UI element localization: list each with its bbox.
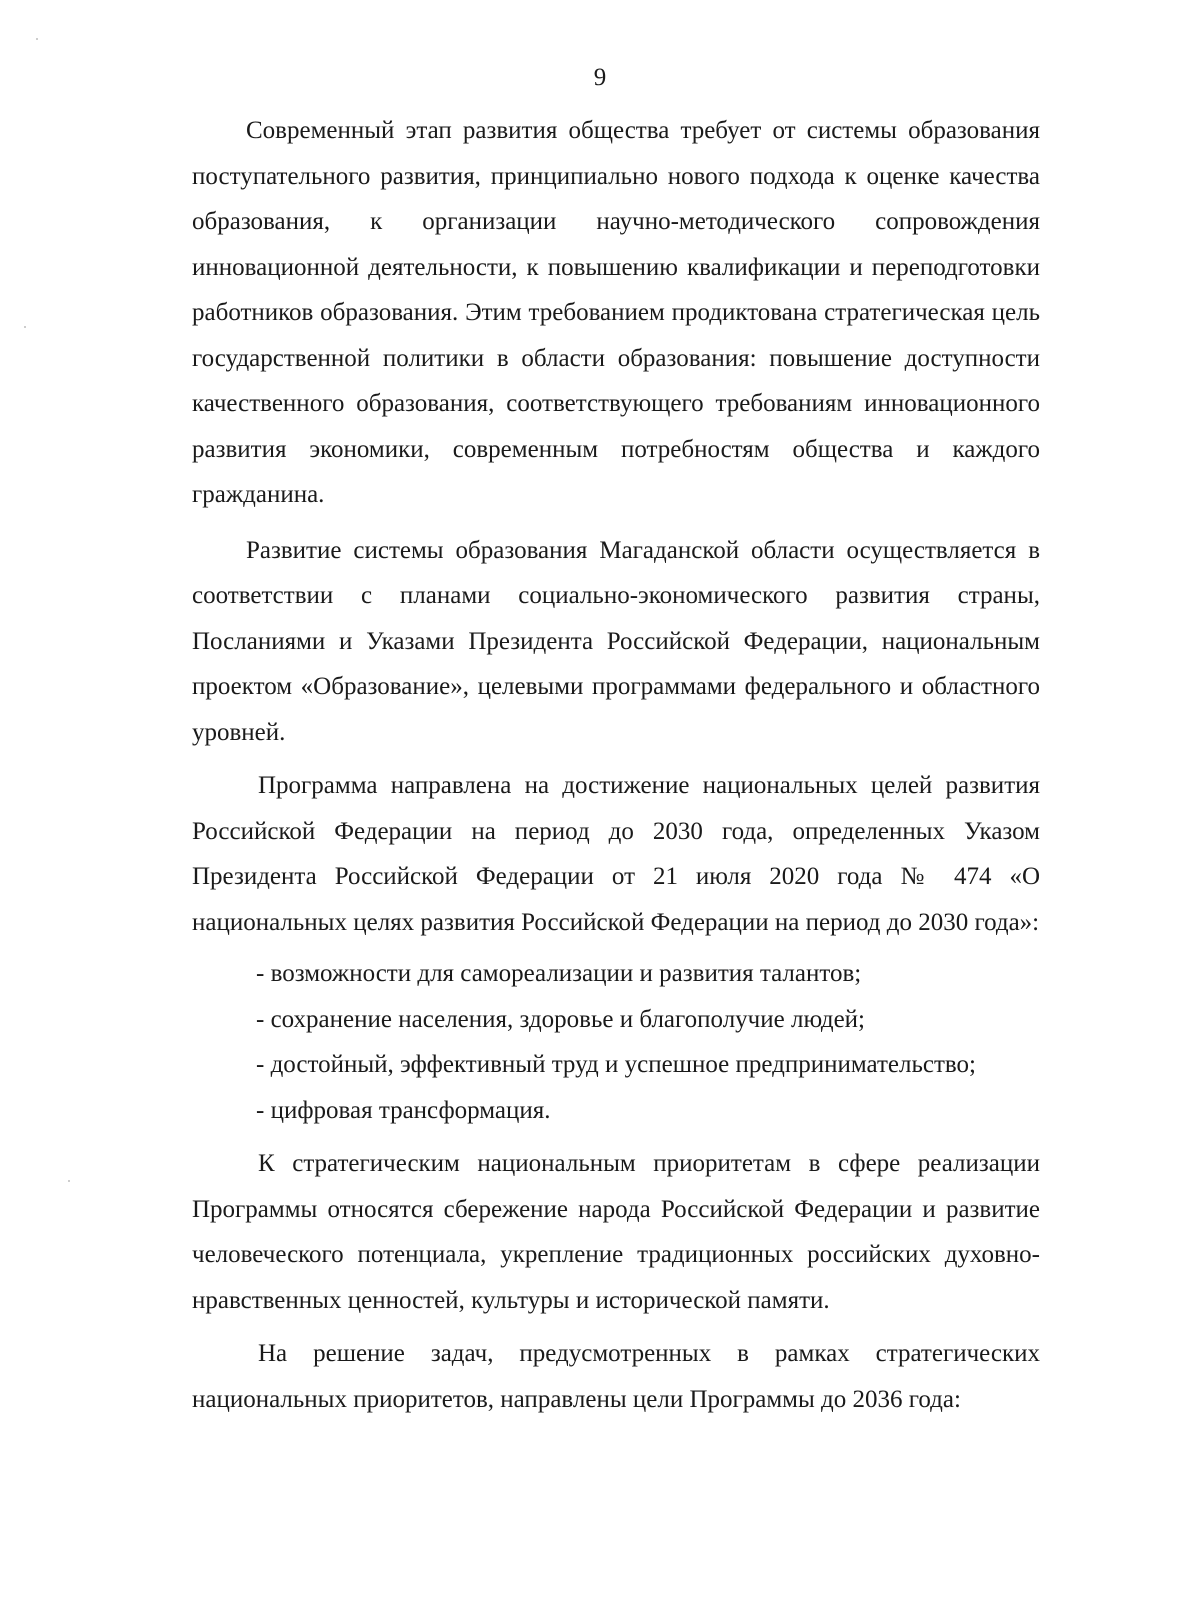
list-item: - цифровая трансформация.	[256, 1096, 551, 1124]
list-item: - сохранение населения, здоровье и благополучие людей;	[256, 1005, 865, 1033]
paragraph-strategic-priorities: К стратегическим национальным приоритетам в сфере реализации Программы относятся сбережение народа Российской Федерации и развитие человеческого потенциала, укрепление традиционных российских духовно-нравственных ценностей, культуры и исторической памяти.	[192, 1150, 1040, 1314]
paragraph-modern-stage: Современный этап развития общества требует от системы образования поступательного развития, принципиально нового подхода к оценке качества образования, к организации научно-методического сопровождения инновационной деятельности, к повышению квалификации и переподготовки работников образования. Этим требованием продиктована стратегическая цель государственной политики в области образования: повышение доступности качественного образования, соответствующего требованиям инновационного развития экономики, современным потребностям общества и каждого гражданина.	[192, 117, 1040, 508]
paragraph-magadan-development: Развитие системы образования Магаданской области осуществляется в соответствии с планами социально-экономического развития страны, Посланиями и Указами Президента Российской Федерации, национальным проектом «Образование», целевыми программами федерального и областного уровней.	[192, 536, 1040, 746]
document-body	[192, 108, 1040, 1422]
list-item: - возможности для самореализации и развития талантов;	[256, 960, 862, 987]
scan-artifact	[24, 326, 26, 328]
page-number: 9	[593, 64, 607, 91]
national-goals-list	[192, 951, 1040, 1133]
scan-artifact	[36, 38, 38, 40]
paragraph-program-goals-2036: На решение задач, предусмотренных в рамках стратегических национальных приоритетов, направлены цели Программы до 2036 года:	[192, 1340, 1040, 1413]
scan-artifact	[68, 1180, 70, 1182]
paragraph-program-goals: Программа направлена на достижение национальных целей развития Российской Федерации на период до 2030 года, определенных Указом Президента Российской Федерации от 21 июля 2020 года № 474 «О национальных целях развития Российской Федерации на период до 2030 года»:	[192, 772, 1040, 936]
list-item: - достойный, эффективный труд и успешное предпринимательство;	[256, 1051, 976, 1078]
